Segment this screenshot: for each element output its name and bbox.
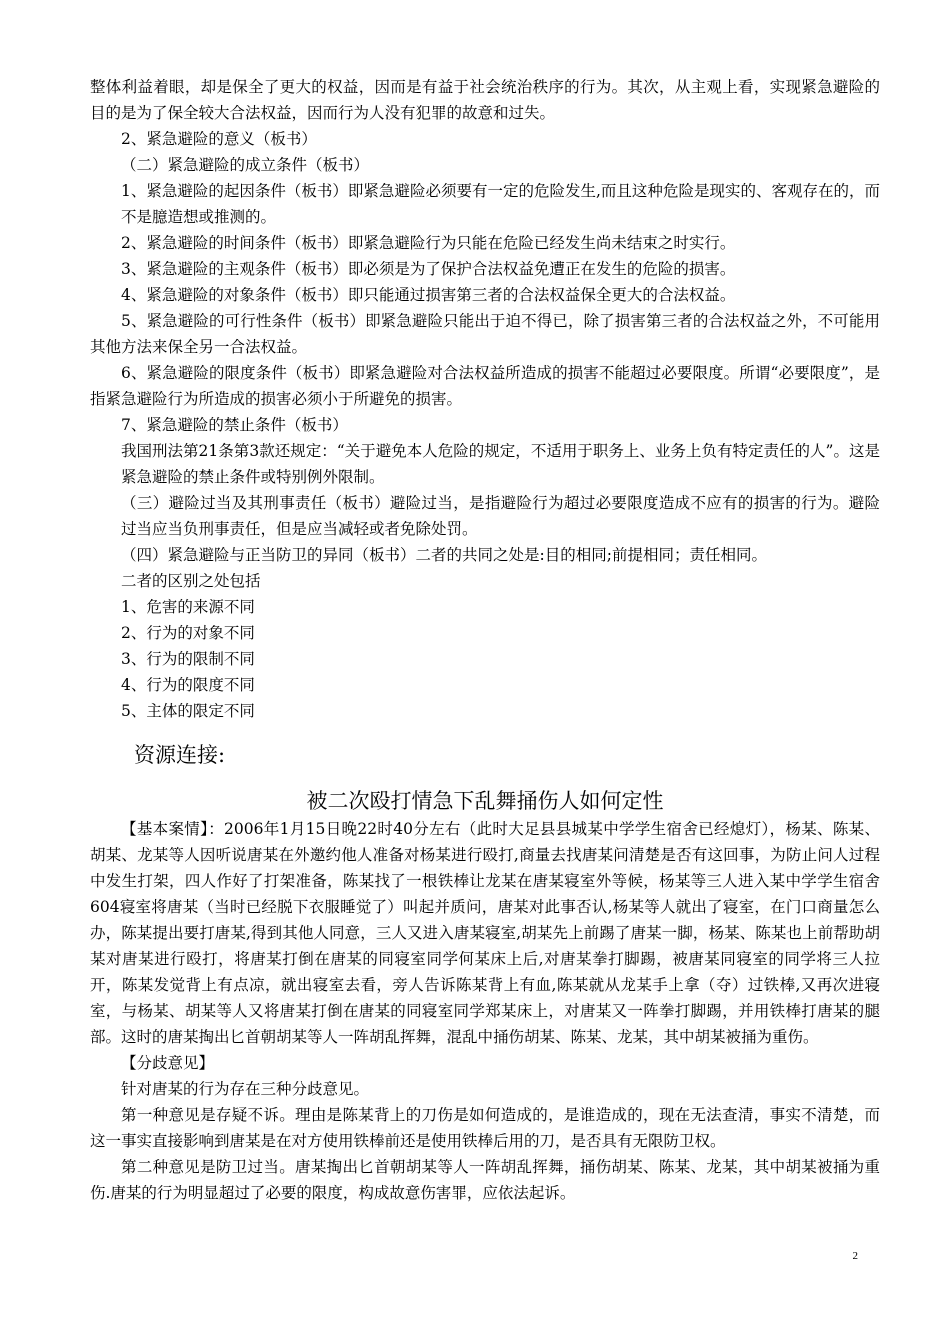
excess-paragraph: （三）避险过当及其刑事责任（板书）避险过当，是指避险行为超过必要限度造成不应有的损害的行为。避险过当应当负刑事责任，但是应当减轻或者免除处罚。 xyxy=(121,494,880,538)
opinion-paragraph: 第二种意见是防卫过当。唐某掏出匕首朝胡某等人一阵胡乱挥舞，捅伤胡某、陈某、龙某，其中胡某被捅为重伤.唐某的行为明显超过了必要的限度，构成故意伤害罪，应依法起诉。 xyxy=(90,1158,880,1202)
resources-heading: 资源连接: xyxy=(134,743,226,767)
difference-item: 3、行为的限制不同 xyxy=(121,650,255,668)
conditions-heading: （二）紧急避险的成立条件（板书） xyxy=(121,156,370,174)
condition-item: 2、紧急避险的时间条件（板书）即紧急避险行为只能在危险已经发生尚未结束之时实行。 xyxy=(121,234,736,252)
condition-item: 4、紧急避险的对象条件（板书）即只能通过损害第三者的合法权益保全更大的合法权益。 xyxy=(121,286,736,304)
condition-item: 1、紧急避险的起因条件（板书）即紧急避险必须要有一定的危险发生,而且这种危险是现实的、客观存在的，而不是臆造想或推测的。 xyxy=(121,182,880,226)
basic-case-paragraph: 【基本案情】：2006年1月15日晚22时40分左右（此时大足县县城某中学学生宿舍已经熄灯），杨某、陈某、胡某、龙某等人因听说唐某在外邀约他人准备对杨某进行殴打,商量去找唐某问清楚是否有这回事，为防止问人过程中发生打架，四人作好了打架准备，陈某找了一根铁棒让龙某在唐某寝室外等候，杨某等三人进入某中学学生宿舍604寝室将唐某（当时已经脱下衣服睡觉了）叫起并质问，唐某对此事否认,杨某等人就出了寝室，在门口商量怎么办，陈某提出要打唐某,得到其他人同意，三人又进入唐某寝室,胡某先上前踢了唐某一脚，杨某、陈某也上前帮助胡某对唐某进行殴打，将唐某打倒在唐某的同寝室同学何某床上后,对唐某拳打脚踢，被唐某同寝室的同学将三人拉开，陈某发觉背上有点凉，就出寝室去看，旁人告诉陈某背上有血,陈某就从龙某手上拿（夺）过铁棒,又再次进寝室，与杨某、胡某等人又将唐某打倒在唐某的同寝室同学郑某床上，对唐某又一阵拳打脚踢，并用铁棒打唐某的腿部。这时的唐某掏出匕首朝胡某等人一阵胡乱挥舞，混乱中捅伤胡某、陈某、龙某，其中胡某被捅为重伤。 xyxy=(90,820,880,1046)
condition-item: 7、紧急避险的禁止条件（板书） xyxy=(121,416,348,434)
article-title: 被二次殴打情急下乱舞捅伤人如何定性 xyxy=(306,789,664,813)
difference-item: 2、行为的对象不同 xyxy=(121,624,255,642)
dispute-heading: 【分歧意见】 xyxy=(121,1054,215,1072)
comparison-paragraph: （四）紧急避险与正当防卫的异同（板书）二者的共同之处是:目的相同;前提相同；责任相同。 xyxy=(121,546,767,564)
opinion-paragraph: 第一种意见是存疑不诉。理由是陈某背上的刀伤是如何造成的，是谁造成的，现在无法查清，事实不清楚，而这一事实直接影响到唐某是在对方使用铁棒前还是使用铁棒后用的刀，是否具有无限防卫权。 xyxy=(90,1106,880,1150)
meaning-heading: 2、紧急避险的意义（板书） xyxy=(121,130,317,148)
document-page xyxy=(90,74,880,1206)
difference-item: 1、危害的来源不同 xyxy=(121,598,255,616)
page-number: 2 xyxy=(852,1250,858,1262)
intro-paragraph: 整体利益着眼，却是保全了更大的权益，因而是有益于社会统治秩序的行为。其次，从主观上看，实现紧急避险的目的是为了保全较大合法权益，因而行为人没有犯罪的故意和过失。 xyxy=(90,78,880,122)
dispute-intro: 针对唐某的行为存在三种分歧意见。 xyxy=(121,1080,370,1098)
difference-item: 5、主体的限定不同 xyxy=(121,702,255,720)
condition-item: 5、紧急避险的可行性条件（板书）即紧急避险只能出于迫不得已，除了损害第三者的合法权益之外，不可能用其他方法来保全另一合法权益。 xyxy=(90,312,880,356)
difference-item: 4、行为的限度不同 xyxy=(121,676,255,694)
law-quote-paragraph: 我国刑法第21条第3款还规定：“关于避免本人危险的规定，不适用于职务上、业务上负有特定责任的人”。这是紧急避险的禁止条件或特别例外限制。 xyxy=(121,442,880,486)
condition-item: 3、紧急避险的主观条件（板书）即必须是为了保护合法权益免遭正在发生的危险的损害。 xyxy=(121,260,736,278)
condition-item: 6、紧急避险的限度条件（板书）即紧急避险对合法权益所造成的损害不能超过必要限度。所谓“必要限度”，是指紧急避险行为所造成的损害必须小于所避免的损害。 xyxy=(90,364,880,408)
differences-heading: 二者的区别之处包括 xyxy=(121,572,261,590)
